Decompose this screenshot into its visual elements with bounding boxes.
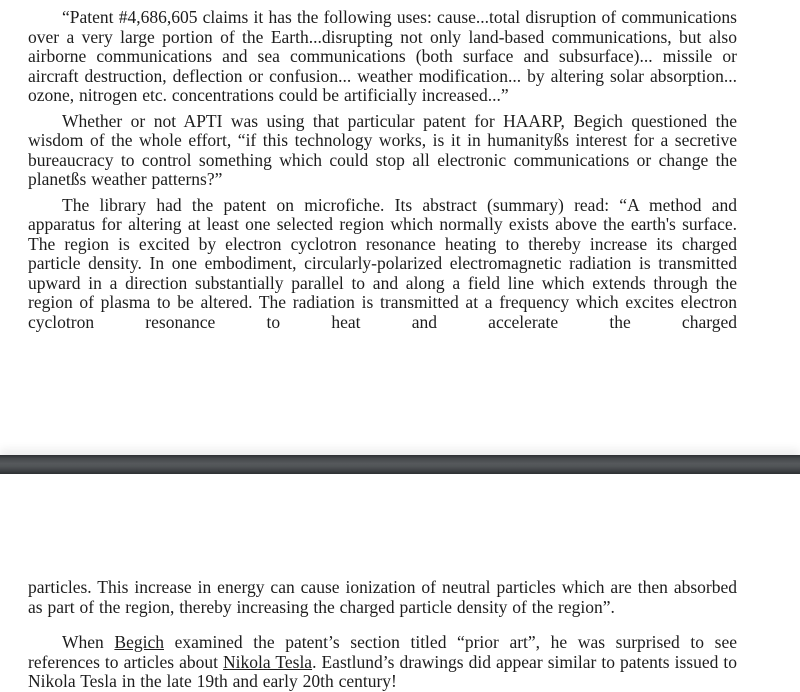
page-break-separator-bar bbox=[0, 455, 800, 474]
link-nikola-tesla[interactable]: Nikola Tesla bbox=[223, 651, 313, 672]
paragraph-patent-abstract: The library had the patent on microfiche. Its abstract (summary) read: “A method and apparatus for altering at least one selected region which normally exists above the earth's surface. The region is excited by electron cyclotron resonance heating to thereby increase its charged particle density. In one embodiment, circularly-polarized electromagnetic radiation is transmitted upward in a direction substantially parallel to and along a field line which extends through the region of plasma to be altered. The radiation is transmitted at a frequency which excites electron cyclotron resonance to heat and accelerate the charged bbox=[28, 194, 737, 332]
paragraph-abstract-continuation: particles. This increase in energy can cause ionization of neutral particles which are then absorbed as part of the region, thereby increasing the charged particle density of the region”. bbox=[28, 577, 737, 617]
text-segment: examined the patent’s section titled “prior art”, he was surprised to see references to articles about bbox=[28, 632, 737, 672]
paragraph-patent-claims: “Patent #4,686,605 claims it has the following uses: cause...total disruption of communications over a very large portion of the Earth...disrupting not only land-based communications, but also airborne communications and sea communications (both surface and subsurface)... missile or aircraft destruction, deflection or confusion... weather modification... by altering solar absorption... ozone, nitrogen etc. concentrations could be artificially increased...” bbox=[28, 7, 737, 105]
page-2 bbox=[0, 474, 800, 692]
link-begich[interactable]: Begich bbox=[114, 632, 164, 652]
paragraph-begich-question: Whether or not APTI was using that particular patent for HAARP, Begich questioned the wisdom of the whole effort, “if this technology works, is it in humanityßs interest for a secretive bureaucracy to control something which could stop all electronic communications or change the planetßs weather patterns?” bbox=[28, 110, 737, 189]
text-segment: When bbox=[62, 632, 115, 652]
text-segment: . Eastlund’s drawings did appear similar to patents issued to Nikola Tesla in the late 19th and early 20th century! bbox=[28, 651, 737, 691]
paragraph-prior-art bbox=[28, 633, 737, 692]
